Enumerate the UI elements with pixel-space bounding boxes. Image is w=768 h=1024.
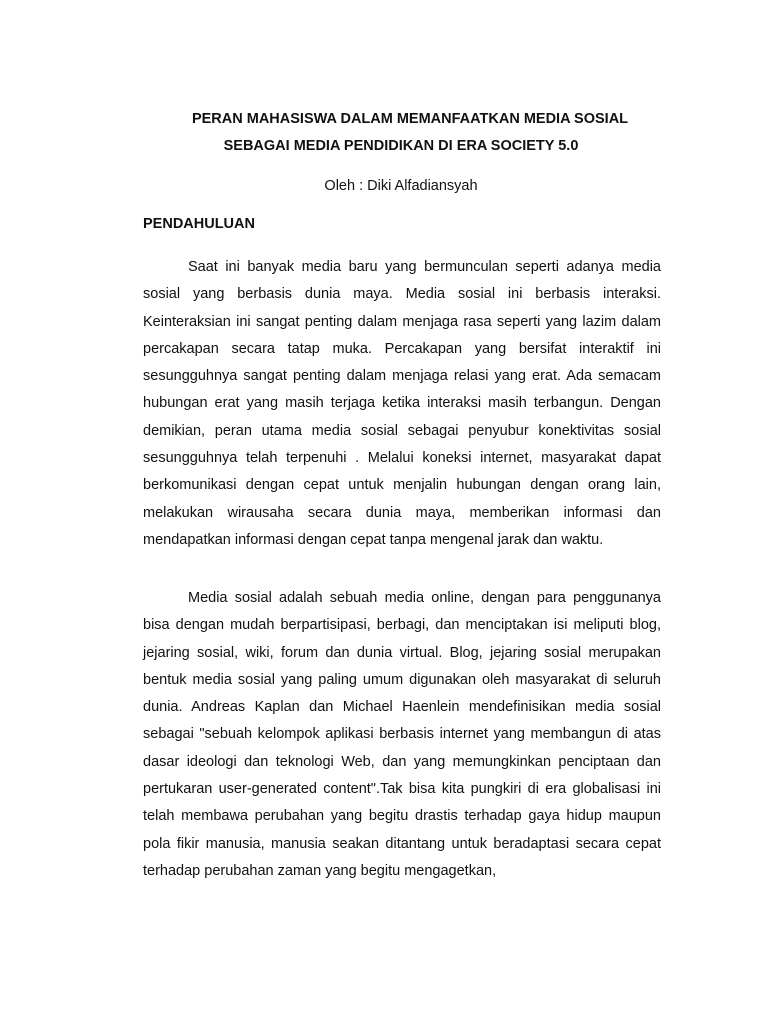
section-heading: PENDAHULUAN (143, 216, 255, 232)
paragraph-2: Media sosial adalah sebuah media online, dengan para penggunanya bisa dengan mudah berpartisipasi, berbagi, dan menciptakan isi meliputi blog, jejaring sosial, wiki, forum dan dunia virtual. Blog, jejaring sosial merupakan bentuk media sosial yang paling umum digunakan oleh masyarakat di seluruh dunia. Andreas Kaplan dan Michael Haenlein mendefinisikan media sosial sebagai "sebuah kelompok aplikasi berbasis internet yang membangun di atas dasar ideologi dan teknologi Web, dan yang memungkinkan penciptaan dan pertukaran user-generated content".Tak bisa kita pungkiri di era globalisasi ini telah membawa perubahan yang begitu drastis terhadap gaya hidup maupun pola fikir manusia, manusia seakan ditantang untuk beradaptasi secara cepat terhadap perubahan zaman yang begitu mengagetkan, (143, 590, 661, 879)
author-line: Oleh : Diki Alfadiansyah (324, 178, 478, 194)
document-title-line-1: PERAN MAHASISWA DALAM MEMANFAATKAN MEDIA SOSIAL (191, 111, 629, 127)
document-title-line-2: SEBAGAI MEDIA PENDIDIKAN DI ERA SOCIETY 5.0 (223, 138, 579, 154)
paragraph-1: Saat ini banyak media baru yang bermunculan seperti adanya media sosial yang berbasis dunia maya. Media sosial ini berbasis interaksi. Keinteraksian ini sangat penting dalam menjaga rasa seperti yang lazim dalam percakapan secara tatap muka. Percakapan yang bersifat interaktif ini sesungguhnya sangat penting dalam menjaga relasi yang erat. Ada semacam hubungan erat yang masih terjaga ketika interaksi masih terbangun. Dengan demikian, peran utama media sosial sebagai penyubur konektivitas sosial sesungguhnya telah terpenuhi . Melalui koneksi internet, masyarakat dapat berkomunikasi dengan cepat untuk menjalin hubungan dengan orang lain, melakukan wirausaha secara dunia maya, memberikan informasi dan mendapatkan informasi dengan cepat tanpa mengenal jarak dan waktu. (143, 259, 661, 548)
